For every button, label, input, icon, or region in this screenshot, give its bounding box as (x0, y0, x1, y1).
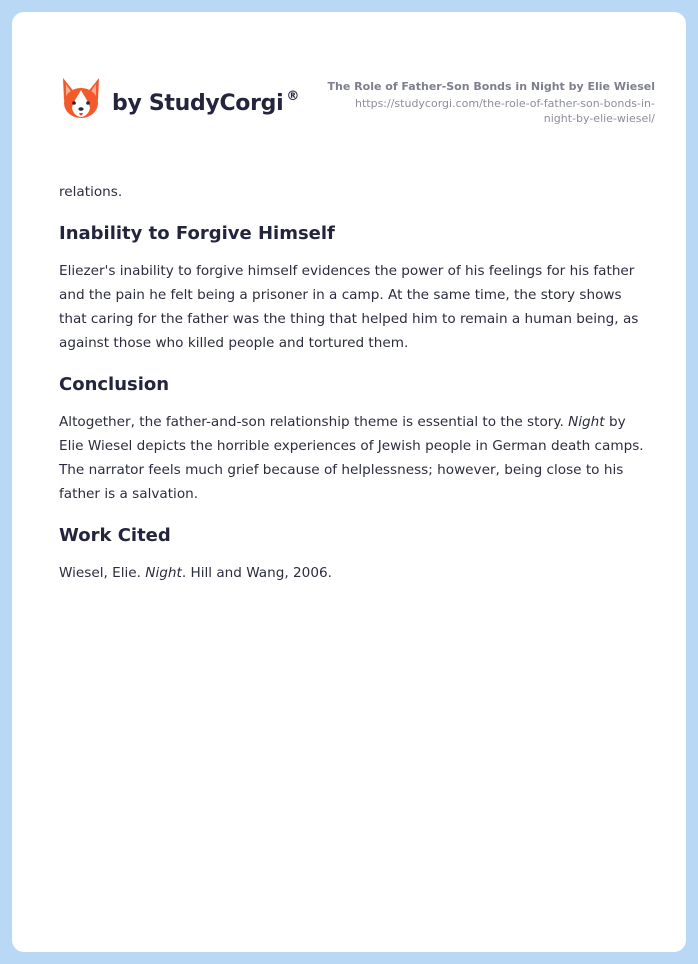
studycorgi-logo[interactable] (60, 76, 299, 122)
document-meta (325, 80, 655, 126)
document-page (12, 12, 686, 952)
document-url-line: https://studycorgi.com/the-role-of-father-son-bonds-in- (355, 97, 655, 110)
document-url[interactable] (325, 96, 655, 126)
corgi-logo-icon (60, 76, 102, 122)
section-heading: Work Cited (59, 525, 171, 546)
section-heading: Inability to Forgive Himself (59, 223, 335, 244)
document-body (59, 180, 653, 585)
book-title: Night (568, 414, 605, 430)
book-title: Night (145, 565, 182, 581)
section-paragraph: Eliezer's inability to forgive himself evidences the power of his feelings for his father and the pain he felt being a prisoner in a camp. At the same time, the story shows that caring for the father was the thing that helped him to remain a human being, as against those who killed people and tortured them. (59, 263, 639, 351)
continued-paragraph: relations. (59, 184, 123, 200)
brand-name: by StudyCorgi ® (112, 88, 300, 116)
section-heading: Conclusion (59, 374, 170, 395)
registered-mark: ® (286, 88, 300, 104)
citation: Wiesel, Elie. Night. Hill and Wang, 2006. (59, 565, 332, 581)
document-title: The Role of Father-Son Bonds in Night by Elie Wiesel (327, 80, 655, 93)
document-url-line: night-by-elie-wiesel/ (543, 112, 655, 125)
section-paragraph: Altogether, the father-and-son relationship theme is essential to the story. Night by Elie Wiesel depicts the horrible experiences of Jewish people in German death camps. The narrator feels much grief because of helplessness; however, being close to his father is a salvation. (59, 414, 644, 502)
